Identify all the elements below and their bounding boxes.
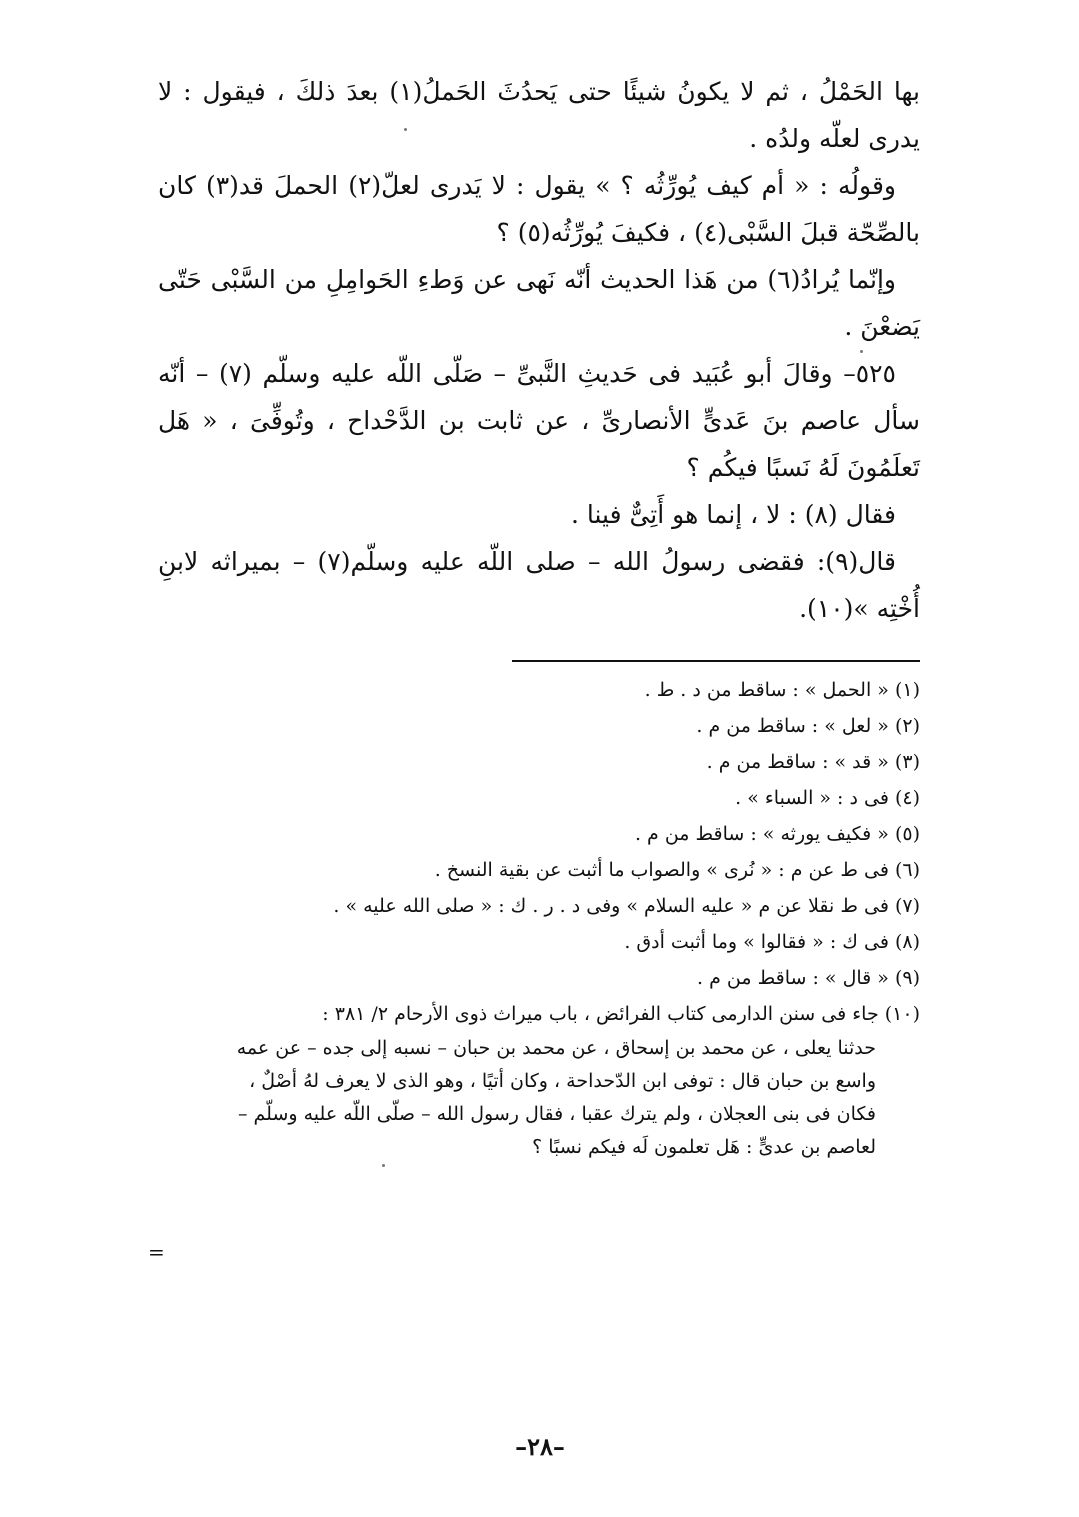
scan-speck — [860, 350, 863, 353]
paragraph-hadith-525: ٥٢٥– وقالَ أبو عُبَيد فى حَديثِ النَّبىِّ – صَلّى اللّه عليه وسلّم (٧) – أنّه سأل عاصم بنَ عَدىٍّ الأنصارىِّ ، عن ثابت بن الدَّحْداح ، وتُوفِّىَ ، « هَل تَعلَمُونَ لَهُ نَسبًا فيكُم ؟ — [158, 359, 920, 482]
paragraph: فقال (٨) : لا ، إنما هو أَتِىٌّ فينا . — [570, 500, 896, 529]
scan-speck — [382, 1164, 385, 1167]
footnote: (٩) « قال » : ساقط من م . — [697, 967, 920, 989]
paragraph: وإنّما يُرادُ(٦) من هَذا الحديث أنّه نَهى عن وَطءِ الحَوامِلِ من السَّبْى حَتّى يَضعْنَ . — [158, 265, 920, 341]
footnote: (١) « الحمل » : ساقط من د . ط . — [644, 679, 920, 701]
footnote-quote-line: واسع بن حبان قال : توفى ابن الدّحداحة ، وكان أتيًا ، وهو الذى لا يعرف لهُ أصْلٌ ، — [249, 1070, 876, 1092]
footnote-separator — [512, 660, 920, 662]
main-text — [158, 68, 920, 632]
footnote-quote-line: فكان فى بنى العجلان ، ولم يترك عقبا ، فقال رسول الله – صلّى اللّه عليه وسلّم – — [238, 1103, 876, 1125]
page-number: –٢٨– — [515, 1432, 565, 1461]
paragraph: قال(٩): فقضى رسولُ الله – صلى اللّه عليه وسلّم(٧) – بميراثه لابنِ أُخْتِه »(١٠). — [158, 547, 920, 623]
footnote: (١٠) جاء فى سنن الدارمى كتاب الفرائض ، باب ميراث ذوى الأرحام ٢/ ٣٨١ : — [322, 1003, 920, 1025]
paragraph: بها الحَمْلُ ، ثم لا يكونُ شيئًا حتى يَحدُثَ الحَملُ(١) بعدَ ذلكَ ، فيقول : لا يدرى لعلّه ولدُه . — [158, 77, 920, 153]
footnote: (٧) فى ط نقلا عن م « عليه السلام » وفى د . ر . ك : « صلى الله عليه » . — [333, 895, 920, 917]
footnote: (٤) فى د : « السباء » . — [735, 787, 920, 809]
scan-speck — [404, 128, 407, 131]
paragraph: وقولُه : « أم كيف يُورِّثُه ؟ » يقول : لا يَدرى لعلّ(٢) الحملَ قد(٣) كان بالصِّحّة قبلَ السَّبْى(٤) ، فكيفَ يُورِّثُه(٥) ؟ — [158, 171, 920, 247]
footnote: (٢) « لعل » : ساقط من م . — [696, 715, 920, 737]
footnote-quote-line: لعاصم بن عدىٍّ : هَل تعلمون لَه فيكم نسبًا ؟ — [532, 1136, 876, 1158]
continuation-mark: = — [148, 1240, 165, 1264]
footnote-quote-line: حدثنا يعلى ، عن محمد بن إسحاق ، عن محمد بن حبان – نسبه إلى جده – عن عمه — [236, 1037, 876, 1059]
footnotes — [160, 672, 920, 1164]
footnote: (٨) فى ك : « فقالوا » وما أثبت أدق . — [624, 931, 920, 953]
footnote: (٥) « فكيف يورثه » : ساقط من م . — [634, 823, 920, 845]
footnote: (٣) « قد » : ساقط من م . — [706, 751, 920, 773]
footnote: (٦) فى ط عن م : « نُرى » والصواب ما أثبت عن بقية النسخ . — [434, 859, 920, 881]
